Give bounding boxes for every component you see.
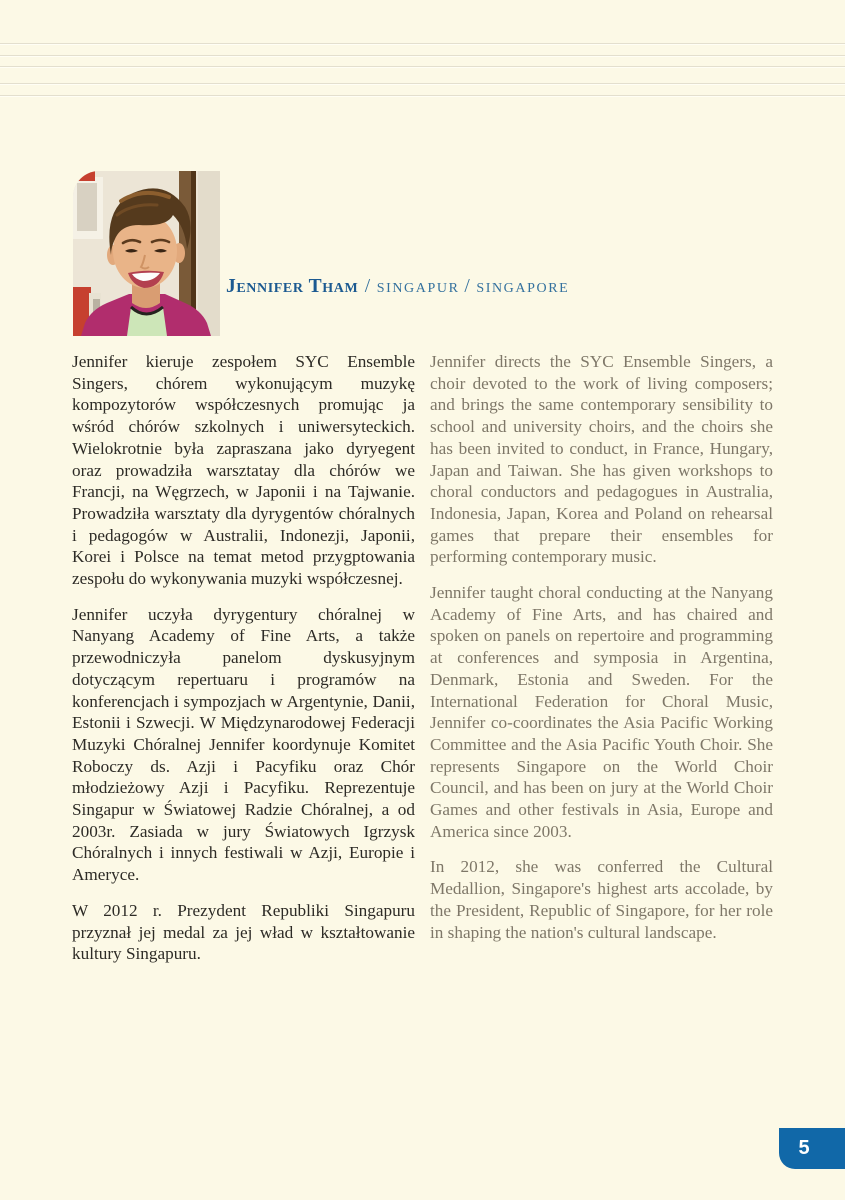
location-polish: singapur bbox=[376, 276, 460, 297]
staff-line bbox=[0, 95, 845, 96]
staff-line bbox=[0, 66, 845, 67]
bio-columns bbox=[72, 351, 773, 979]
staff-line bbox=[0, 55, 845, 56]
bio-column-polish bbox=[72, 351, 415, 979]
page-title bbox=[226, 275, 569, 299]
bio-paragraph-en-1: Jennifer directs the SYC Ensemble Singers, a choir devoted to the work of living composers; and brings the same contemporary sensibility to school and university choirs, and the choirs she has been invited to conduct, in France, Hungary, Japan and Taiwan. She has given workshops to choral conductors and pedagogues in Australia, Indonesia, Japan, Korea and Poland on rehearsal games that prepare their ensembles for performing contemporary music. bbox=[430, 352, 773, 567]
location-english: singapore bbox=[476, 276, 570, 297]
bio-paragraph-pl-3: W 2012 r. Prezydent Republiki Singapuru przyznał jej medal za jej wład w kształtowanie kultury Singapuru. bbox=[72, 900, 415, 964]
title-separator: / bbox=[464, 276, 472, 297]
bio-paragraph-pl-2: Jennifer uczyła dyrygentury chóralnej w Nanyang Academy of Fine Arts, a także przewodniczyła panelom dyskusyjnym dotyczącym repertuaru i programów na konferencjach i sympozjach w Argentynie, Danii, Estonii i Szwecji. W Międzynarodowej Federacji Muzyki Chóralnej Jennifer koordynuje Komitet Roboczy ds. Azji i Pacyfiku oraz Chór młodzieżowy Azji i Pacyfiku. Reprezentuje Singapur w Światowej Radzie Chóralnej, a od 2003r. Zasiada w jury Światowych Igrzysk Chóralnych i innych festiwali w Azji, Europie i Ameryce. bbox=[72, 604, 415, 885]
page-number-tab bbox=[779, 1128, 845, 1169]
staff-line bbox=[0, 43, 845, 44]
bio-paragraph-pl-1: Jennifer kieruje zespołem SYC Ensemble Singers, chórem wykonującym muzykę kompozytorów współczesnych promując ja wśród chórów szkolnych i uniwersyteckich. Wielokrotnie była zapraszana jako dyryegent oraz prowadziła warsztatay dla chórów we Francji, na Węgrzech, w Japonii i na Tajwanie. Prowadziła warsztaty dla dyrygentów chóralnych i pedagogów w Australii, Indonezji, Japonii, Korei i Polsce na temat metod przygptowania zespołu do wykonywania muzyki współczesnej. bbox=[72, 352, 415, 589]
staff-line bbox=[0, 83, 845, 84]
bio-paragraph-en-2: Jennifer taught choral conducting at the Nanyang Academy of Fine Arts, and has chaired and spoken on panels on repertoire and programming at conferences and symposia in Argentina, Denmark, Estonia and Sweden. For the International Federation for Choral Music, Jennifer co-coordinates the Asia Pacific Working Committee and the Asia Pacific Youth Choir. She represents Singapore on the World Choir Council, and has been on jury at the World Choir Games and other festivals in Asia, Europe and America since 2003. bbox=[430, 583, 773, 841]
bio-column-english bbox=[430, 351, 773, 979]
page-number: 5 bbox=[798, 1137, 810, 1159]
title-separator: / bbox=[364, 276, 372, 297]
person-name: Jennifer Tham bbox=[226, 276, 359, 297]
portrait-photo bbox=[73, 171, 220, 336]
bio-paragraph-en-3: In 2012, she was conferred the Cultural Medallion, Singapore's highest arts accolade, by the President, Republic of Singapore, for her role in shaping the nation's cultural landscape. bbox=[430, 857, 773, 942]
